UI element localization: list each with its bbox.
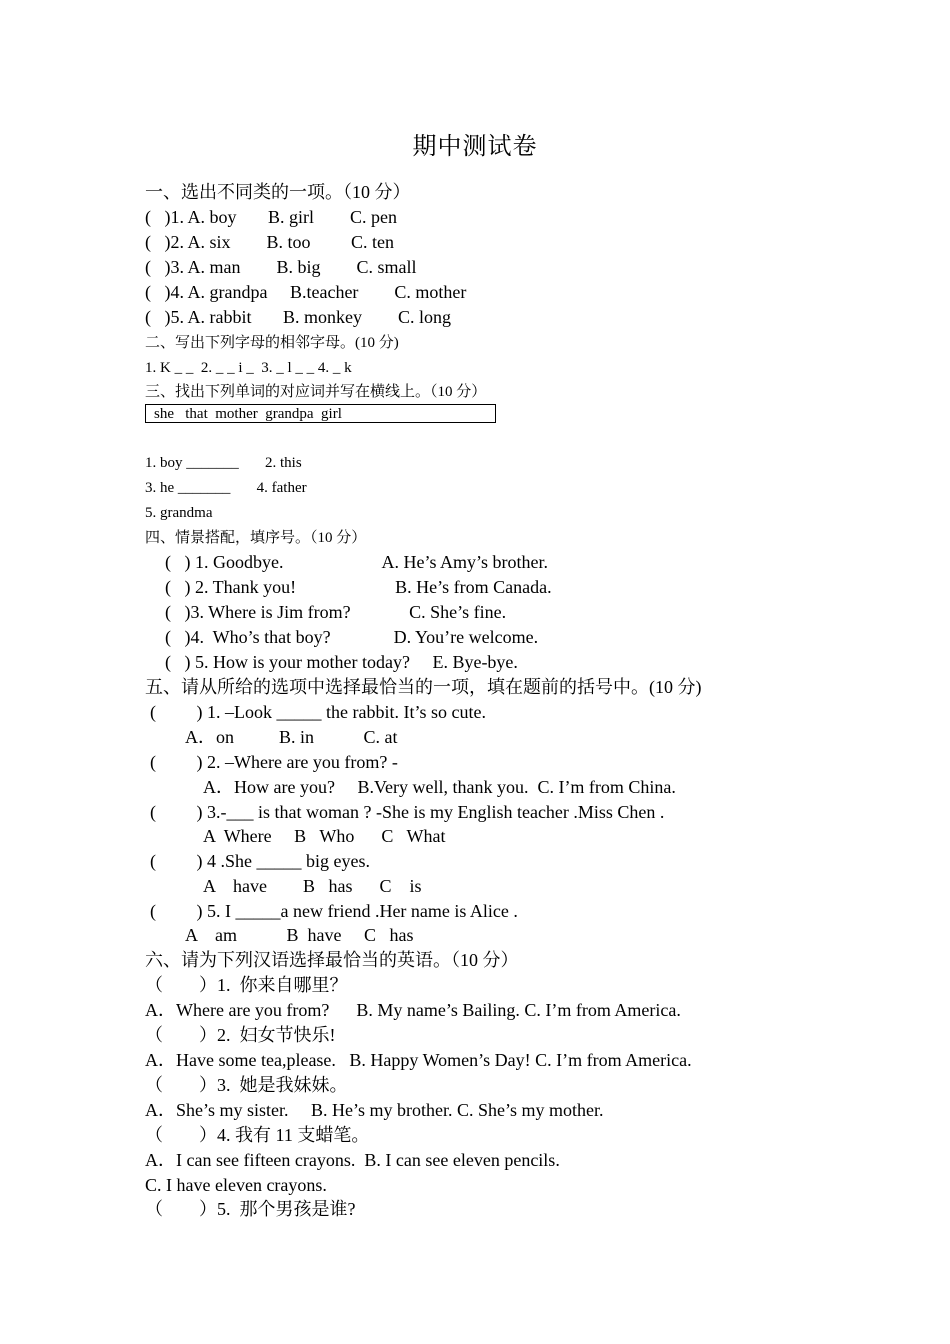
page-title: 期中测试卷 [412,134,538,160]
section-1-item: ( )4. A. grandpa B.teacher C. mother [145,282,467,302]
section-5-question: ( ) 2. –Where are you from? - [150,752,398,772]
section-5-heading: 五、请从所给的选项中选择最恰当的一项，填在题前的括号中。(10 分) [145,677,702,697]
section-6-question: （ ）3. 她是我妹妹。 [145,1075,348,1095]
section-6-heading: 六、请为下列汉语选择最恰当的英语。（10 分） [145,950,519,970]
section-5-options: A．How are you? B.Very well, thank you. C. I’m from China. [150,777,676,797]
section-1-item: ( )1. A. boy B. girl C. pen [145,207,397,227]
section-6-options: A．She’s my sister. B. He’s my brother. C. She’s my mother. [145,1100,604,1120]
section-5-options: A．on B. in C. at [150,727,398,747]
section-4-item: ( ) 5. How is your mother today? E. Bye-bye. [165,652,518,672]
section-4-item: ( )3. Where is Jim from? C. She’s fine. [165,602,507,622]
section-6-question: （ ）2. 妇女节快乐! [145,1025,336,1045]
word-bank-box [145,404,496,423]
section-3-item: 5. grandma [145,505,213,521]
section-2-line: 1. K _ _ 2. _ _ i _ 3. _ l _ _ 4. _ k [145,360,352,376]
section-5-options: A am B have C has [150,925,414,945]
section-1-item: ( )3. A. man B. big C. small [145,257,417,277]
section-5-question: ( ) 4 .She _____ big eyes. [150,851,370,871]
section-5-options: A Where B Who C What [150,826,446,846]
section-6-question: （ ）5. 那个男孩是谁? [145,1199,356,1219]
section-6-options: A．Where are you from? B. My name’s Bailing. C. I’m from America. [145,1000,681,1020]
section-1-item: ( )5. A. rabbit B. monkey C. long [145,307,451,327]
section-5-question: ( ) 1. –Look _____ the rabbit. It’s so cute. [150,702,486,722]
section-1-item: ( )2. A. six B. too C. ten [145,232,395,252]
section-6-question: （ ）1. 你来自哪里？ [145,975,348,995]
section-6-options: A．Have some tea,please. B. Happy Women’s Day! C. I’m from America. [145,1050,692,1070]
section-3-item: 3. he _______ 4. father [145,480,307,496]
section-4-item: ( )4. Who’s that boy? D. You’re welcome. [165,627,539,647]
section-5-question: ( ) 3.-___ is that woman ? -She is my English teacher .Miss Chen . [150,802,665,822]
section-3-item: 1. boy _______ 2. this [145,455,302,471]
section-5-options: A have B has C is [150,876,422,896]
section-5-question: ( ) 5. I _____a new friend .Her name is Alice . [150,901,518,921]
section-6-options: C. I have eleven crayons. [145,1175,327,1195]
section-2-heading: 二、写出下列字母的相邻字母。(10 分) [145,335,399,351]
section-3-heading: 三、找出下列单词的对应词并写在横线上。（10 分） [145,384,487,400]
section-6-options: A．I can see fifteen crayons. B. I can see eleven pencils. [145,1150,560,1170]
section-4-item: ( ) 1. Goodbye. A. He’s Amy’s brother. [165,552,548,572]
word-bank: she that mother grandpa girl [154,406,342,422]
section-4-item: ( ) 2. Thank you! B. He’s from Canada. [165,577,552,597]
section-4-heading: 四、情景搭配，填序号。（10 分） [145,530,367,546]
section-6-question: （ ）4. 我有 11 支蜡笔。 [145,1125,370,1145]
section-1-heading: 一、选出不同类的一项。（10 分） [145,182,411,202]
